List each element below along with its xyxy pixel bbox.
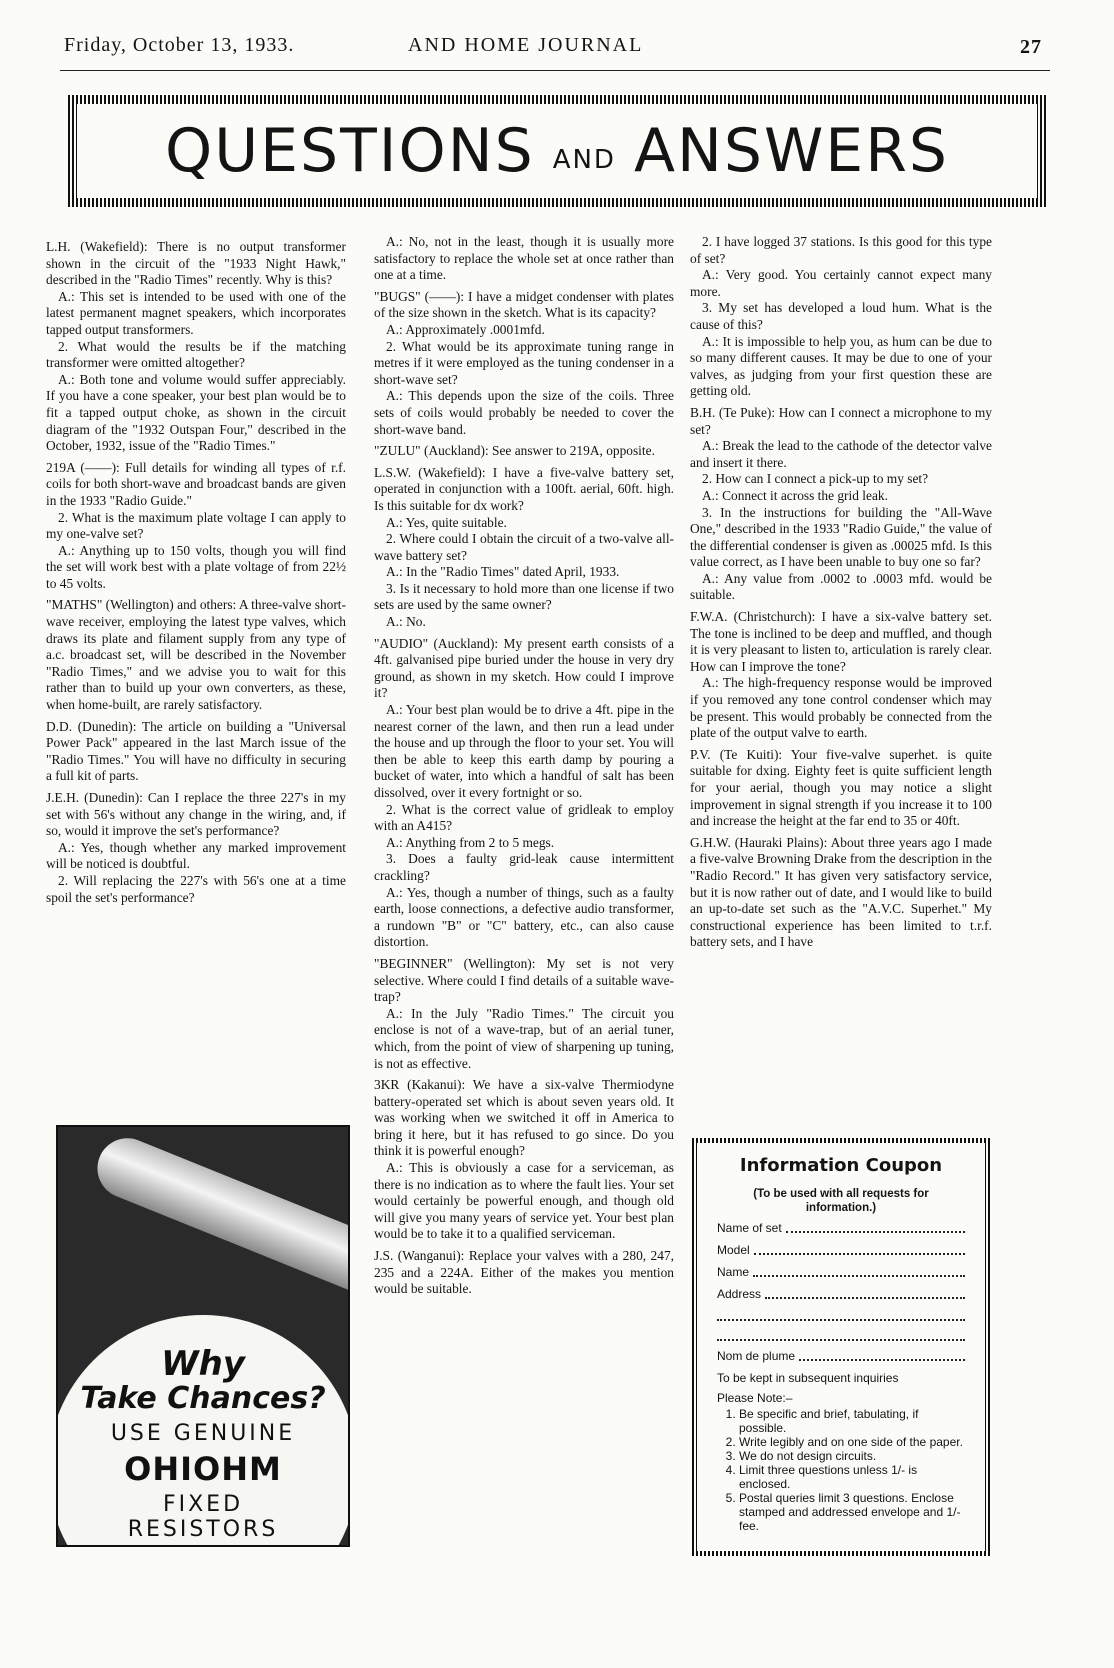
coupon-field-address[interactable] [717, 1287, 965, 1301]
advert-line-resistors: RESISTORS [127, 1517, 279, 1542]
coupon-note-heading: Please Note:– [717, 1391, 793, 1405]
followup-question: 2. I have logged 37 stations. Is this good for this type of set? [690, 234, 992, 266]
followup-question: 2. What would be its approximate tuning range in metres if it were employed as the tuning condenser in a short-wave set? [374, 338, 674, 387]
answer-paragraph: A.: This depends upon the size of the coils. Three sets of coils would probably be needed to cover the short-wave band. [374, 388, 674, 437]
ohiohm-advertisement [56, 1125, 350, 1547]
coupon-note-list [717, 1407, 965, 1533]
journal-name: AND HOME JOURNAL [408, 34, 644, 56]
followup-question: 2. Will replacing the 227's with 56's one at a time spoil the set's performance? [46, 872, 346, 905]
query-paragraph: D.D. (Dunedin): The article on building a "Universal Power Pack" appeared in the last March issue of the "Radio Times." You will have no difficulty in securing a full kit of parts. [46, 718, 346, 784]
query-paragraph: B.H. (Te Puke): How can I connect a microphone to my set? [690, 404, 992, 437]
advert-line-use-genuine: USE GENUINE [110, 1421, 296, 1446]
query-paragraph: G.H.W. (Hauraki Plains): About three years ago I made a five-valve Browning Drake from the description in the "Radio Record." It has given very satisfactory service, but it is now rather out of date, and I would like to build an up-to-date set such as the "A.V.C. Superhet." My constructional experience has been limited to t.r.f. battery sets, and I have [690, 834, 992, 950]
answer-paragraph: A.: Any value from .0002 to .0003 mfd. would be suitable. [690, 570, 992, 603]
answer-paragraph: A.: In the "Radio Times" dated April, 1933. [386, 564, 620, 580]
query-paragraph: 3KR (Kakanui): We have a six-valve Thermiodyne battery-operated set which is about seven years old. It was working when we switched it off in America to bring it here, but it has refused to go since. Do you think it is powerful enough? [374, 1077, 674, 1159]
query-paragraph: "MATHS" (Wellington) and others: A three-valve short-wave receiver, employing the latest type valves, which draws its plate and filament supply from any type of a.c. broadcast set, will be described in the November "Radio Times," and we advise you to wait for this rather than to build up your own converters, as these, when home-built, are rarely satisfactory. [46, 597, 346, 713]
query-paragraph: F.W.A. (Christchurch): I have a six-valve battery set. The tone is inclined to be deep and muffled, and though it is very pleasant to listen to, articulation is rarely clear. How can I improve the tone? [690, 609, 992, 674]
column-1 [46, 234, 346, 906]
coupon-field-model[interactable] [717, 1243, 965, 1257]
query-paragraph: 219A (——): Full details for winding all types of r.f. coils for both short-wave and broadcast bands are given in the 1933 "Radio Guide." [46, 459, 346, 508]
coupon-field-label: Model [717, 1243, 750, 1257]
page-number: 27 [1020, 36, 1042, 58]
answer-paragraph: A.: No. [386, 614, 426, 630]
advert-circle [56, 1315, 350, 1547]
coupon-note: 3. We do not design circuits. [739, 1449, 965, 1463]
coupon-note: 4. Limit three questions unless 1/- is enclosed. [739, 1463, 965, 1491]
coupon-field-address-line3[interactable] [717, 1329, 965, 1341]
followup-question: 2. What is the maximum plate voltage I can apply to my one-valve set? [46, 509, 346, 542]
query-paragraph: J.S. (Wanganui): Replace your valves with a 280, 247, 235 and a 224A. Either of the makes you mention would be suitable. [374, 1248, 674, 1297]
query-paragraph: "AUDIO" (Auckland): My present earth consists of a 4ft. galvanised pipe buried under the house in very dry ground, as shown in my sketch. How could I improve it? [374, 635, 674, 701]
banner-word-answers: ANSWERS [633, 116, 949, 186]
answer-paragraph: A.: The high-frequency response would be improved if you removed any tone control condenser which may be present. This would probably be connected from the plate of the output valve to earth. [690, 675, 992, 741]
column-3 [690, 234, 992, 951]
issue-date: Friday, October 13, 1933. [64, 34, 295, 56]
answer-paragraph: A.: Your best plan would be to drive a 4ft. pipe in the nearest corner of the lawn, and then run a lead under the house and up through the floor to your set. You will then be able to keep this earth damp by pouring a bucket of water, into which a handful of salt has been dissolved, over it every fortnight or so. [374, 702, 674, 800]
advert-line-take-chances: Take Chances? [80, 1381, 326, 1416]
coupon-note: 5. Postal queries limit 3 questions. Enclose stamped and addressed envelope and 1/- fee. [739, 1491, 965, 1533]
followup-question: 3. Is it necessary to hold more than one license if two sets are used by the same owner? [374, 580, 674, 613]
query-paragraph: L.S.W. (Wakefield): I have a five-valve battery set, operated in conjunction with a 100ft. aerial, 60ft. high. Is this suitable for dx work? [374, 464, 674, 513]
coupon-note: 1. Be specific and brief, tabulating, if possible. [739, 1407, 965, 1435]
banner-word-and: AND [552, 145, 616, 175]
coupon-field-label: Name [717, 1265, 750, 1279]
information-coupon [692, 1138, 990, 1556]
answer-paragraph: A.: Yes, quite suitable. [386, 514, 507, 530]
answer-paragraph: A.: Break the lead to the cathode of the detector valve and insert it there. [690, 438, 992, 470]
followup-question: 3. Does a faulty grid-leak cause intermittent crackling? [374, 851, 674, 883]
answer-paragraph: A.: Yes, though whether any marked improvement will be noticed is doubtful. [46, 839, 346, 872]
advert-line-fixed: FIXED [162, 1492, 244, 1517]
answer-paragraph: A.: This set is intended to be used with one of the latest permanent magnet speakers, which incorporates tapped output transformers. [46, 288, 346, 337]
resistor-illustration [88, 1129, 350, 1305]
banner-word-questions: QUESTIONS [165, 116, 535, 186]
coupon-field-address-line2[interactable] [717, 1309, 965, 1321]
answer-paragraph: A.: Anything from 2 to 5 megs. [386, 834, 555, 850]
coupon-note: 2. Write legibly and on one side of the paper. [739, 1435, 965, 1449]
advert-brand: OHIOHM [124, 1450, 282, 1488]
coupon-field-set-name[interactable] [717, 1221, 965, 1235]
query-paragraph: J.E.H. (Dunedin): Can I replace the three 227's in my set with 56's without any change in the wiring, and, if so, would it improve the set's performance? [46, 790, 346, 839]
coupon-field-nom-de-plume[interactable] [717, 1349, 965, 1363]
answer-paragraph: A.: No, not in the least, though it is usually more satisfactory to replace the whole set at once rather than one at a time. [374, 234, 674, 283]
answer-paragraph: A.: Yes, though a number of things, such as a faulty earth, loose connections, a defective audio transformer, a rundown "B" or "C" battery, etc., can also cause distortion. [374, 884, 674, 950]
coupon-subtitle: (To be used with all requests for information.) [753, 1188, 929, 1214]
answer-paragraph: A.: Connect it across the grid leak. [702, 487, 888, 503]
query-paragraph: "ZULU" (Auckland): See answer to 219A, opposite. [374, 443, 655, 459]
answer-paragraph: A.: In the July "Radio Times." The circuit you enclose is not of a wave-trap, but of an aerial tuner, which, from the point of view of sharpening up tuning, is not as effective. [374, 1005, 674, 1071]
advert-line-why: Why [161, 1344, 245, 1384]
query-paragraph: L.H. (Wakefield): There is no output transformer shown in the circuit of the "1933 Night Hawk," described in the "Radio Times" recently. Why is this? [46, 239, 346, 288]
followup-question: 2. Where could I obtain the circuit of a two-valve all-wave battery set? [374, 531, 674, 563]
followup-question: 2. How can I connect a pick-up to my set? [702, 471, 929, 487]
coupon-title: Information Coupon [739, 1155, 943, 1176]
answer-paragraph: A.: Both tone and volume would suffer appreciably. If you have a cone speaker, your best plan would be to fit a tapped output choke, as shown in the circuit diagram of the "1932 Outspan Four," described in the October, 1932, issue of the "Radio Times." [46, 371, 346, 454]
answer-paragraph: A.: This is obviously a case for a serviceman, as there is no indication as to where the fault lies. Your set would certainly be powerful enough, and though old will give you many years of service yet. Your best plan would be to take it to a qualified serviceman. [374, 1160, 674, 1242]
coupon-field-label: Address [717, 1287, 762, 1301]
followup-question: 3. My set has developed a loud hum. What is the cause of this? [690, 300, 992, 332]
query-paragraph: "BEGINNER" (Wellington): My set is not very selective. Where could I find details of a suitable wave-trap? [374, 955, 674, 1005]
answer-paragraph: A.: Anything up to 150 volts, though you will find the set will work best with a plate voltage of from 22½ to 45 volts. [46, 542, 346, 591]
coupon-field-name[interactable] [717, 1265, 965, 1279]
answer-paragraph: A.: Very good. You certainly cannot expect many more. [690, 267, 992, 299]
followup-question: 2. What is the correct value of gridleak to employ with an A415? [374, 801, 674, 834]
answer-paragraph: A.: It is impossible to help you, as hum can be due to so many different causes. It may be due to one of your valves, as judging from your first question these are getting old. [690, 333, 992, 399]
followup-question: 2. What would the results be if the matching transformer were omitted altogether? [46, 338, 346, 371]
query-paragraph: P.V. (Te Kuiti): Your five-valve superhet. is quite suitable for dxing. Eighty feet is quite sufficient length for your aerial, though you may notice a slight improvement in signal strength if you increase it to 100 and increase the height at the far end to 35 or 40ft. [690, 746, 992, 829]
answer-paragraph: A.: Approximately .0001mfd. [386, 321, 545, 337]
section-banner [68, 95, 1046, 207]
coupon-field-label: Nom de plume [717, 1349, 796, 1363]
coupon-kept-note: To be kept in subsequent inquiries [717, 1371, 899, 1385]
query-paragraph: "BUGS" (——): I have a midget condenser with plates of the size shown in the sketch. What is its capacity? [374, 288, 674, 321]
page-header [60, 30, 1050, 71]
column-2 [374, 234, 674, 1298]
followup-question: 3. In the instructions for building the "All-Wave One," described in the 1933 "Radio Guide," the value of the differential condenser is given as .00025 mfd. Is this value correct, as I have been unable to buy one so far? [690, 504, 992, 570]
coupon-field-label: Name of set [717, 1221, 782, 1235]
